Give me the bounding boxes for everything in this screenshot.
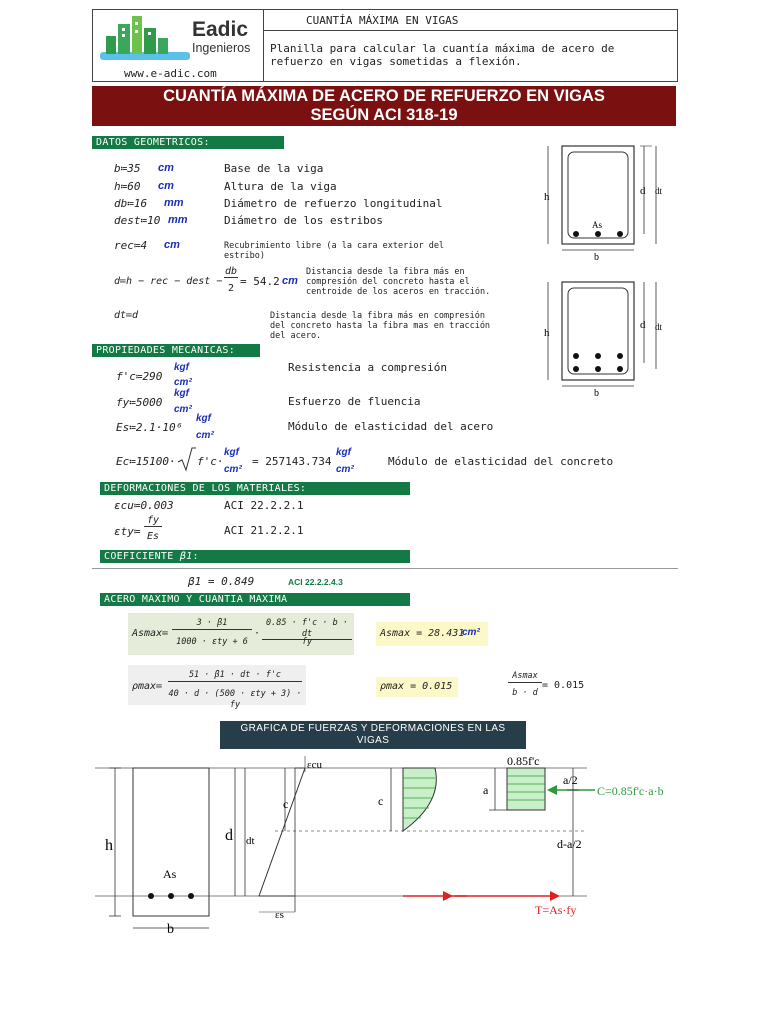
geo-dest-unit: mm — [168, 214, 188, 226]
graph-ecu-label: εcu — [307, 759, 323, 771]
graph-c-label: c — [283, 797, 289, 811]
section-coef-label: COEFICIENTE — [104, 551, 174, 562]
def-ecu-lhs: εcu≔0.003 — [114, 499, 174, 512]
ratio-den: b · d — [512, 688, 538, 698]
geo-b-lhs: b≔35 — [114, 162, 141, 175]
mult-dot: · — [254, 628, 261, 639]
mec-fc-unit-den: cm² — [174, 377, 192, 388]
geo-rec-desc-1: Recubrimiento libre (a la cara exterior del — [224, 241, 445, 251]
geo-b-desc: Base de la viga — [224, 162, 324, 175]
geo-d-desc-2: compresión del concreto hasta el — [306, 277, 470, 287]
fig1-h-label: h — [544, 191, 550, 203]
graph-c-force-label: C=0.85f'c·a·b — [597, 784, 664, 798]
fig2-b-label: b — [594, 388, 599, 399]
graph-b-label: b — [167, 922, 174, 937]
mec-ec-unit-den: cm² — [224, 464, 242, 475]
geo-db-lhs: db≔16 — [114, 197, 148, 210]
ratio-result: = 0.015 — [542, 680, 585, 691]
geo-h-unit: cm — [158, 180, 174, 192]
fig2-dt-label: dt — [655, 322, 663, 332]
graph-t-label: T=As·fy — [535, 903, 577, 917]
logo-name: Eadic — [192, 18, 249, 41]
fig1-dt-label: dt — [655, 186, 663, 196]
coef-ref: ACI 22.2.2.4.3 — [288, 577, 343, 587]
geo-dt-desc-2: del concreto hasta la fibra mas en tracción — [270, 321, 491, 331]
page-title — [92, 86, 676, 126]
asmax-f2-num: 0.85 · f'c · b · dt — [262, 618, 352, 640]
mec-es-desc: Módulo de elasticidad del acero — [288, 420, 494, 433]
geo-dt-lhs: dt≔d — [114, 310, 139, 321]
fig1-as-label: As — [592, 220, 603, 230]
graph-title-line-2: VIGAS — [356, 735, 390, 746]
mec-ec-res-unit-den: cm² — [336, 464, 354, 475]
fig2-h-label: h — [544, 327, 550, 339]
mec-fy-desc: Esfuerzo de fluencia — [288, 395, 421, 408]
sheet-desc-2: refuerzo en vigas sometidas a flexión. — [270, 55, 522, 68]
mec-es-lhs: Es≔2.1·10⁶ — [116, 421, 183, 434]
mec-fc-lhs: f'c≔290 — [116, 370, 163, 383]
geo-dest-desc: Diámetro de los estribos — [224, 214, 383, 227]
fig2-d-label: d — [640, 319, 646, 331]
section-acero: ACERO MAXIMO Y CUANTIA MAXIMA — [100, 593, 410, 606]
mec-ec-result: = 257143.734 — [252, 455, 332, 468]
geo-dest-lhs: dest≔10 — [114, 214, 161, 227]
ratio-num: Asmax — [508, 671, 542, 683]
beam-section-figure — [540, 140, 680, 400]
geo-d-result: = 54.2 — [240, 275, 280, 288]
asmax-f1-den: 1000 · εty + 6 — [176, 637, 248, 647]
geo-d-lhs: d≔h − rec − dest − — [114, 276, 223, 287]
asmax-result: Asmax = 28.431 — [380, 628, 465, 639]
geo-db-unit: mm — [164, 197, 184, 209]
section-mec: PROPIEDADES MECANICAS: — [92, 344, 260, 357]
mec-es-unit-den: cm² — [196, 430, 214, 441]
geo-b-unit: cm — [158, 162, 174, 174]
def-ecu-ref: ACI 22.2.2.1 — [224, 499, 304, 512]
geo-dt-desc-3: del acero. — [270, 331, 322, 341]
graph-as-label: As — [163, 867, 177, 881]
rhomax-result: ρmax = 0.015 — [380, 681, 453, 692]
graph-d-label: d — [225, 827, 233, 844]
website-link[interactable]: www.e-adic.com — [124, 67, 217, 80]
mec-fy-lhs: fy≔5000 — [116, 396, 163, 409]
geo-dt-desc-1: Distancia desde la fibra más en compresión — [270, 311, 485, 321]
asmax-lhs: Asmax≔ — [132, 628, 169, 639]
graph-a2-label: a/2 — [563, 773, 578, 787]
section-coef-symbol: β1 — [179, 551, 193, 562]
force-strain-diagram — [95, 752, 695, 942]
asmax-f1-num: 3 · β1 — [172, 618, 252, 630]
rhomax-lhs: ρmax≔ — [132, 681, 163, 692]
geo-h-lhs: h≔60 — [114, 180, 141, 193]
eadic-logo-icon — [98, 14, 190, 64]
geo-h-desc: Altura de la viga — [224, 180, 337, 193]
geo-rec-lhs: rec≔4 — [114, 239, 148, 252]
def-ety-den: Es — [146, 531, 160, 542]
section-def: DEFORMACIONES DE LOS MATERIALES: — [100, 482, 410, 495]
coef-beta1: β1 = 0.849 — [188, 575, 255, 588]
geo-d-den: 2 — [227, 283, 235, 294]
mec-ec-unit-num: kgf — [224, 447, 239, 458]
mec-fy-unit-num: kgf — [174, 388, 189, 399]
sheet-desc-1: Planilla para calcular la cuantía máxima de acero de — [270, 42, 615, 55]
rhomax-num: 51 · β1 · dt · f'c — [168, 670, 302, 682]
mec-fc-desc: Resistencia a compresión — [288, 361, 447, 374]
geo-d-num: db — [224, 266, 238, 277]
graph-es-label: εs — [275, 909, 284, 921]
geo-rec-unit: cm — [164, 239, 180, 251]
def-ety-lhs: εty≔ — [114, 525, 141, 538]
graph-c2-label: c — [378, 794, 384, 808]
page-title-line-2: SEGÚN ACI 318-19 — [310, 106, 458, 124]
mec-es-unit-num: kgf — [196, 413, 211, 424]
graph-title — [220, 721, 526, 749]
graph-a-label: a — [483, 783, 489, 797]
fig1-d-label: d — [640, 185, 646, 197]
page-title-line-1: CUANTÍA MÁXIMA DE ACERO DE REFUERZO EN VIGAS — [163, 87, 605, 105]
geo-db-desc: Diámetro de refuerzo longitudinal — [224, 197, 443, 210]
divider — [92, 568, 678, 569]
sheet-title: CUANTÍA MÁXIMA EN VIGAS — [306, 14, 459, 27]
mec-ec-res-unit-num: kgf — [336, 447, 351, 458]
mec-ec-lhs: Ec≔15100· — [116, 455, 176, 468]
geo-d-desc-3: centroide de los aceros en tracción. — [306, 287, 491, 297]
graph-085fc-label: 0.85f'c — [507, 754, 540, 768]
def-ety-num: fy — [144, 515, 162, 527]
graph-h-label: h — [105, 837, 113, 854]
geo-d-unit: cm — [282, 275, 298, 287]
asmax-unit: cm² — [462, 627, 480, 638]
section-coef: COEFICIENTE β1: — [100, 550, 410, 563]
asmax-f2-den: fy — [301, 637, 313, 647]
rhomax-den: 40 · d · (500 · εty + 3) · fy — [168, 689, 302, 710]
geo-d-desc-1: Distancia desde la fibra más en — [306, 267, 465, 277]
graph-dt-label: dt — [246, 835, 255, 847]
logo-sub: Ingenieros — [192, 41, 251, 55]
mec-ec-radicand: f'c· — [197, 455, 224, 468]
mec-fy-unit-den: cm² — [174, 404, 192, 415]
def-ety-ref: ACI 21.2.2.1 — [224, 524, 304, 537]
graph-title-line-1: GRAFICA DE FUERZAS Y DEFORMACIONES EN LAS — [240, 723, 506, 734]
fig1-b-label: b — [594, 252, 599, 263]
geo-rec-desc-2: estribo) — [224, 251, 265, 261]
graph-da2-label: d-a/2 — [557, 837, 582, 851]
mec-fc-unit-num: kgf — [174, 362, 189, 373]
mec-ec-desc: Módulo de elasticidad del concreto — [388, 455, 614, 468]
sqrt-icon — [176, 446, 196, 472]
section-geo: DATOS GEOMETRICOS: — [92, 136, 284, 149]
